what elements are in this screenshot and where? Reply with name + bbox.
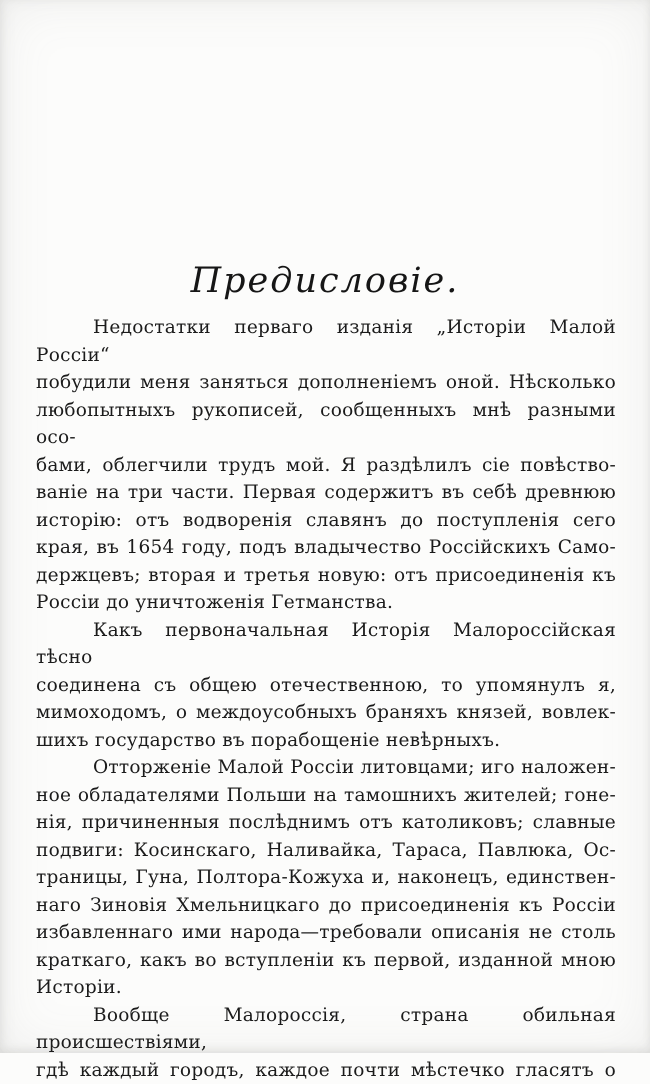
text-line: подвиги: Косинскаго, Наливайка, Тараса, Павлюка, Ос- (36, 837, 616, 865)
text-line: ное обладателями Польши на тамошнихъ жителей; гоне- (36, 782, 616, 810)
text-line: Какъ первоначальная Исторія Малороссійская тѣсно (36, 617, 616, 672)
text-line: ваніе на три части. Первая содержитъ въ себѣ древнюю (36, 479, 616, 507)
text-line: любопытныхъ рукописей, сообщенныхъ мнѣ разными осо- (36, 397, 616, 452)
text-line: гдѣ каждый городъ, каждое почти мѣстечко гласятъ о (36, 1057, 616, 1084)
text-line: краткаго, какъ во вступленіи къ первой, изданной мною (36, 947, 616, 975)
page-title: Предисловіе. (0, 261, 650, 301)
text-line: Вообще Малороссія, страна обильная происшествіями, (36, 1002, 616, 1057)
text-line: наго Зиновія Хмельницкаго до присоединенія къ Россіи (36, 892, 616, 920)
paragraph (36, 617, 616, 755)
text-line: соединена съ общею отечественною, то упомянулъ я, (36, 672, 616, 700)
text-line: шихъ государство въ порабощеніе невѣрныхъ. (36, 727, 616, 755)
text-line: избавленнаго ими народа—требовали описанія не столь (36, 919, 616, 947)
text-line: нія, причиненныя послѣднимъ отъ католиковъ; славные (36, 809, 616, 837)
text-line: Недостатки перваго изданія „Исторіи Малой Россіи“ (36, 314, 616, 369)
text-block (36, 314, 616, 1084)
text-line: исторію: отъ водворенія славянъ до поступленія сего (36, 507, 616, 535)
text-line: побудили меня заняться дополненіемъ оной. Нѣсколько (36, 369, 616, 397)
paragraph (36, 1002, 616, 1084)
text-line: края, въ 1654 году, подъ владычество Россійскихъ Само- (36, 534, 616, 562)
text-line: Отторженіе Малой Россіи литовцами; иго наложен- (36, 754, 616, 782)
text-line: Исторіи. (36, 974, 616, 1002)
paragraph (36, 754, 616, 1002)
paragraph (36, 314, 616, 617)
text-line: Россіи до уничтоженія Гетманства. (36, 589, 616, 617)
text-line: мимоходомъ, о междоусобныхъ браняхъ князей, вовлек- (36, 699, 616, 727)
text-line: держцевъ; вторая и третья новую: отъ присоединенія къ (36, 562, 616, 590)
text-line: бами, облегчили трудъ мой. Я раздѣлилъ сіе повѣство- (36, 452, 616, 480)
text-line: траницы, Гуна, Полтора-Кожуха и, наконецъ, единствен- (36, 864, 616, 892)
